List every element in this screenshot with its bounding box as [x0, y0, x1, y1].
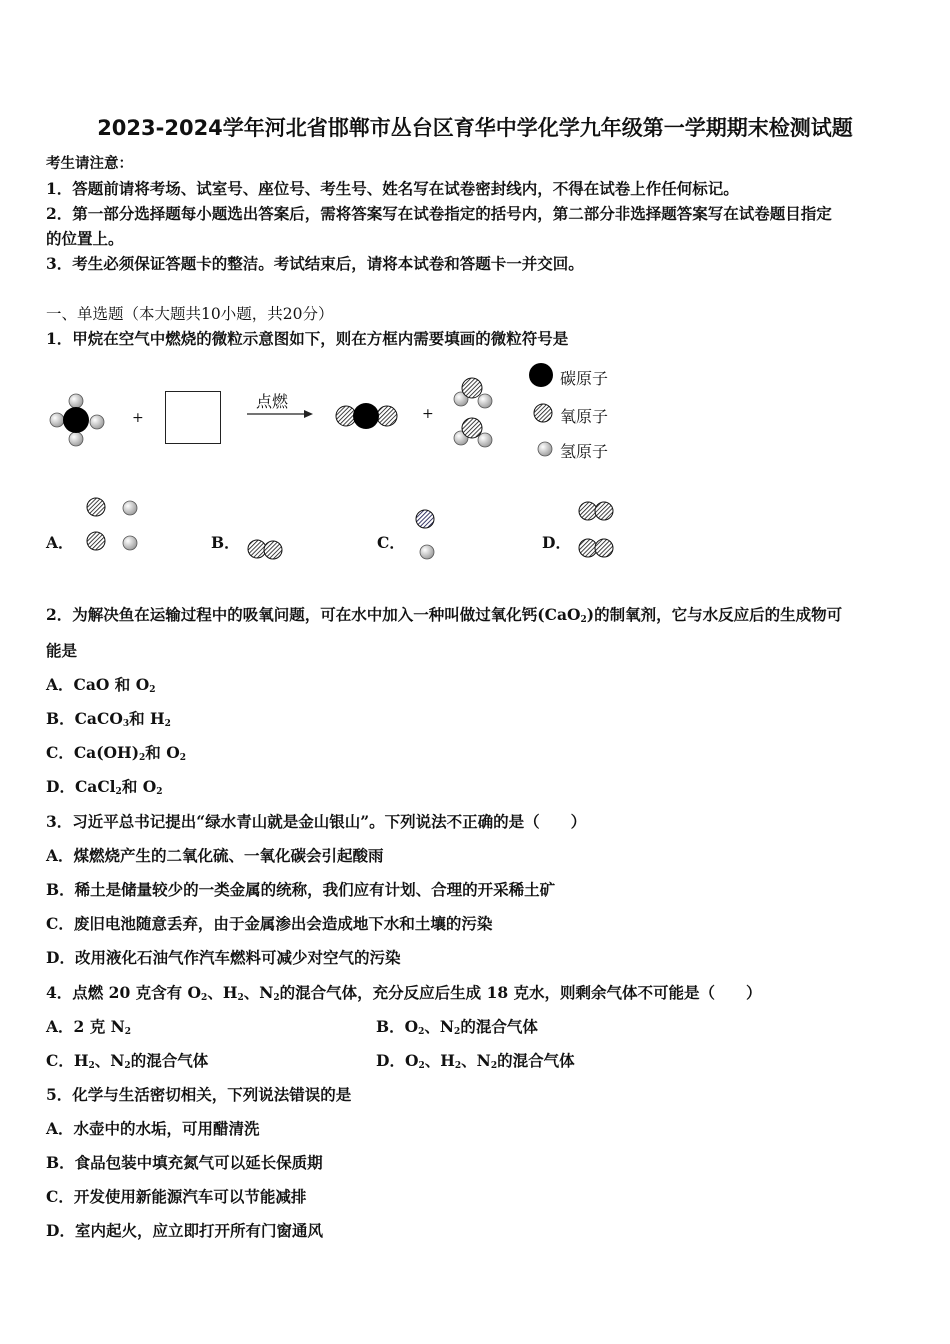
q4-option-b: B．$O_2$、$N_2$的混合气体	[376, 1017, 538, 1037]
carbon-atom-legend-icon	[529, 363, 553, 387]
q3-option-d: D．改用液化石油气作汽车燃料可减少对空气的污染	[46, 948, 401, 967]
q1-plus-1: +	[132, 410, 144, 426]
methane-molecule	[50, 394, 104, 446]
q1-diagram	[0, 0, 950, 600]
q2-option-a: A．CaO 和 $O_2$	[46, 675, 156, 695]
notice-item-1: 1．答题前请将考场、试室号、座位号、考生号、姓名写在试卷密封线内，不得在试卷上作任何标记。	[46, 179, 739, 198]
q3-stem: 3．习近平总书记提出“绿水青山就是金山银山”。下列说法不正确的是（ ）	[46, 812, 587, 831]
option-d-particles	[579, 502, 613, 557]
q3-option-a: A．煤燃烧产生的二氧化硫、一氧化碳会引起酸雨	[46, 846, 384, 865]
answer-blank-box	[165, 391, 221, 444]
water-molecule-1	[454, 378, 492, 408]
page-title: 2023-2024学年河北省邯郸市丛台区育华中学化学九年级第一学期期末检测试题	[97, 116, 853, 140]
option-c-particles	[416, 510, 434, 559]
q4-option-a: A．2 克 $N_2$	[46, 1017, 132, 1037]
ignition-label: 点燃	[256, 392, 289, 411]
q4-option-c: C．$H_2$、$N_2$的混合气体	[46, 1051, 209, 1071]
legend-hydrogen: 氢原子	[560, 442, 609, 461]
q3-option-c: C．废旧电池随意丢弃，由于金属渗出会造成地下水和土壤的污染	[46, 914, 493, 933]
q1-option-b: B．	[211, 533, 240, 552]
oxygen-atom-legend-icon	[534, 404, 552, 422]
q1-plus-2: +	[422, 406, 434, 422]
notice-heading: 考生请注意：	[46, 155, 133, 172]
hydrogen-atom-legend-icon	[538, 442, 552, 456]
q2-stem-cont: 能是	[46, 641, 78, 660]
q2-option-d: D．CaCl$_2$和 $O_2$	[46, 777, 163, 797]
q2-option-c: C．$Ca(OH)_2$和 $O_2$	[46, 743, 186, 763]
q5-option-c: C．开发使用新能源汽车可以节能减排	[46, 1187, 307, 1206]
notice-item-2-cont: 的位置上。	[46, 229, 124, 248]
notice-item-3: 3．考生必须保证答题卡的整洁。考试结束后，请将本试卷和答题卡一并交回。	[46, 254, 584, 273]
water-molecule-2	[454, 418, 492, 447]
q5-option-a: A．水壶中的水垢，可用醋清洗	[46, 1119, 260, 1138]
notice-item-2: 2．第一部分选择题每小题选出答案后，需将答案写在试卷指定的括号内，第二部分非选择题答案写在试卷题目指定	[46, 204, 832, 223]
q1-option-a: A．	[46, 533, 74, 552]
q5-stem: 5．化学与生活密切相关，下列说法错误的是	[46, 1085, 352, 1104]
q5-option-d: D．室内起火，应立即打开所有门窗通风	[46, 1221, 323, 1240]
q4-stem: 4．点燃 20 克含有 $O_2$、$H_2$、$N_2$的混合气体，充分反应后生成 18 克水，则剩余气体不可能是（ ）	[46, 983, 762, 1003]
q1-stem: 1．甲烷在空气中燃烧的微粒示意图如下，则在方框内需要填画的微粒符号是	[46, 329, 569, 348]
q5-option-b: B．食品包装中填充氮气可以延长保质期	[46, 1153, 323, 1172]
legend-oxygen: 氧原子	[560, 407, 609, 426]
option-b-particles	[248, 540, 282, 559]
co2-molecule	[336, 403, 397, 429]
option-a-particles	[87, 498, 137, 550]
legend-carbon: 碳原子	[560, 369, 609, 388]
q2-stem: 2．为解决鱼在运输过程中的吸氧问题，可在水中加入一种叫做过氧化钙(CaO$_2$)的制氧剂，它与水反应后的生成物可	[46, 605, 843, 625]
q3-option-b: B．稀土是储量较少的一类金属的统称，我们应有计划、合理的开采稀土矿	[46, 880, 556, 899]
q1-option-c: C．	[377, 533, 405, 552]
section-heading: 一、单选题（本大题共10小题，共20分）	[46, 305, 334, 323]
q2-option-b: B．CaCO$_3$和 $H_2$	[46, 709, 171, 729]
q1-option-d: D．	[542, 533, 571, 552]
q4-option-d: D．$O_2$、$H_2$、$N_2$的混合气体	[376, 1051, 575, 1071]
